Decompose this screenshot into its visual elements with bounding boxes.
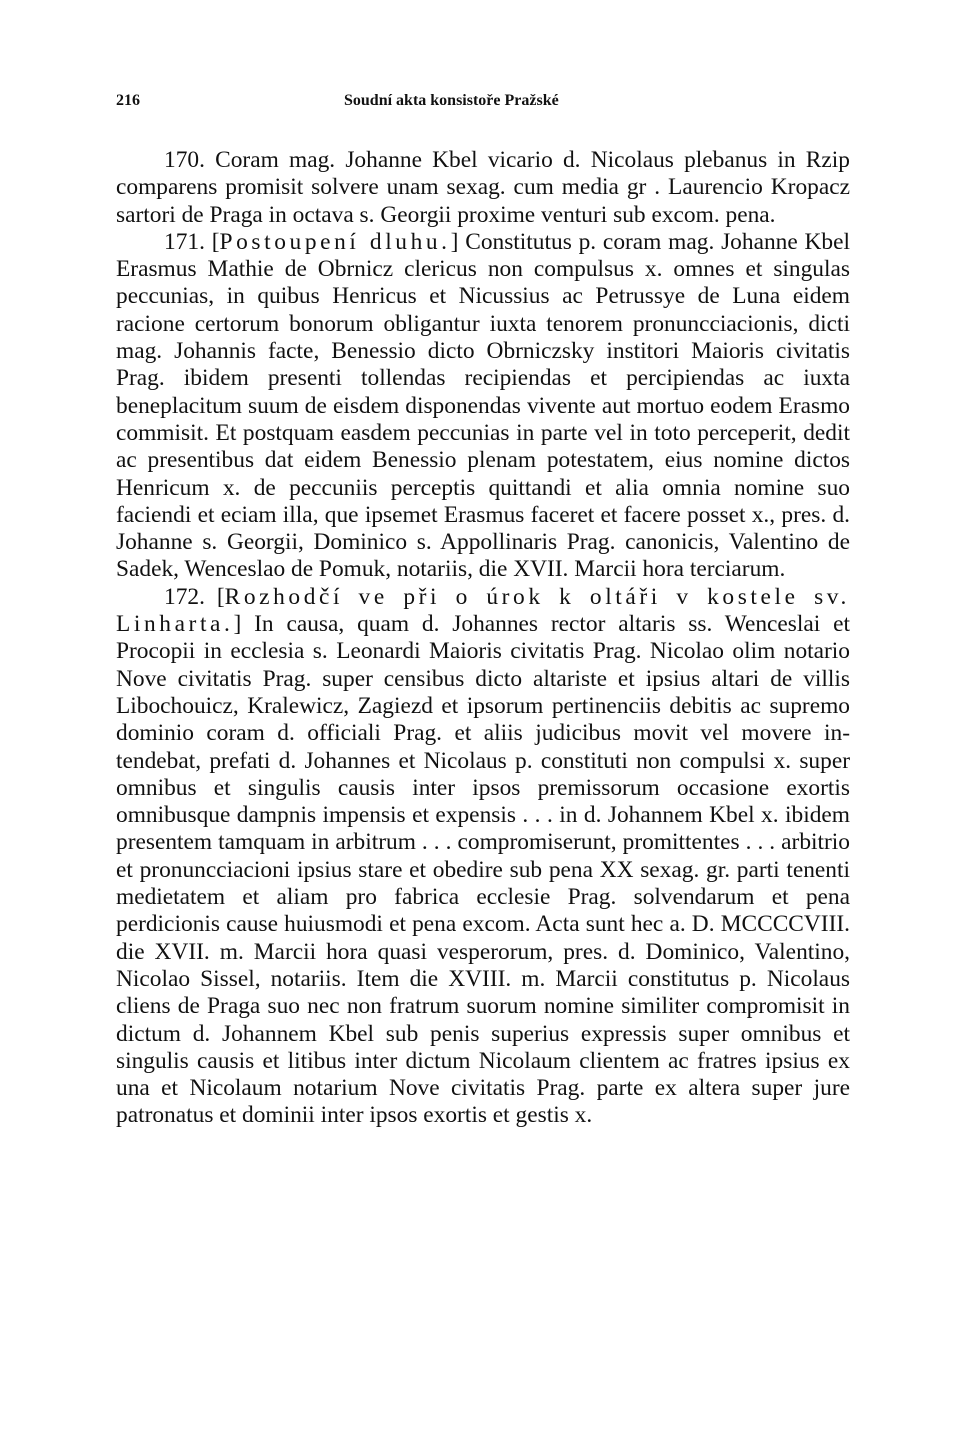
running-header [116,92,850,116]
entry-text: Coram mag. Johanne Kbel vicario d. Nicolaus plebanus in Rzip comparens promisit solvere unam sexag. cum media gr . Laurencio Kropacz sartori de Praga in octava s. Georgii proxime venturi sub excom. pena. [116,147,850,228]
entry-heading: Postoupení dluhu. [219,228,451,255]
entry-170 [116,147,850,229]
entry-heading-bracket: ] [233,611,242,638]
document-body [116,147,850,1130]
running-title: Soudní akta konsistoře Pražské [344,92,559,109]
entry-text: Constitutus p. coram mag. Johanne Kbel Erasmus Mathie de Obrnicz clericus non compulsus x. omnes et singulas peccunias, in quibus Henricus et Nicussius ac Petrussye de Luna eidem racione certorum bonorum obligantur iuxta tenorem pronuncciacionis, dicti mag. Johannis facte, Benessio dicto Obrniczsky institori Maioris civitatis Prag. ibidem presenti tollendas recipiendas et percipiendas ac iuxta beneplacitum suum de eisdem disponendas vivente aut mortuo eodem Erasmo commisit. Et postquam easdem peccunias in parte vel in toto perceperit, dedit ac presentibus dat eidem Benessio plenam potestatem, eius nomine dictos Henricum x. de peccuniis perceptis quittandi et alia omnia nomine suo faciendi et eciam illa, que ipsemet Erasmus faceret et facere posset x., pres. d. Johanne s. Georgii, Dominico s. Appollinaris Prag. canonicis, Valentino de Sadek, Wenceslao de Pomuk, notariis, die XVII. Marcii hora terciarum. [116,228,850,583]
entry-heading: Rozhodčí ve při o úrok k oltáři v kostele sv. Linharta. [116,583,851,638]
entry-171: 171. [Postoupení dluhu.] Constitutus p. coram mag. Johanne Kbel Erasmus Mathie de Obrnicz clericus non compulsus x. omnes et singulas peccunias, in quibus Henricus et Nicussius ac Petrussye de Luna eidem racione certorum bonorum obligantur iuxta tenorem pronuncciacionis, dicti mag. Johannis facte, Benessio dicto Obrniczsky institori Maioris civitatis Prag. ibidem presenti tollendas recipiendas et percipiendas ac iuxta beneplacitum suum de eisdem disponendas vivente aut mortuo eodem Erasmo commisit. Et postquam easdem peccunias in parte vel in toto perceperit, dedit ac presentibus dat eidem Benessio plenam potestatem, eius nomine dictos Henricum x. de peccuniis perceptis quittandi et alia omnia nomine suo faciendi et eciam illa, que ipsemet Erasmus faceret et facere posset x., pres. d. Johanne s. Georgii, Dominico s. Appollinaris Prag. canonicis, Valentino de Sadek, Wenceslao de Pomuk, notariis, die XVII. Marcii hora terciarum. [116,228,850,583]
entry-number: 172. [164,583,205,610]
entry-number: 171. [164,228,205,255]
entry-172: 172. [Rozhodčí ve při o úrok k oltáři v kostele sv. Linharta.] In causa, quam d. Johannes rector altaris ss. Wenceslai et Procopii in ecclesia s. Leonardi Maioris civitatis Prag. Nicolao olim notario Nove civitatis Prag. super censibus dicto altariste et ipsius altari de villis Libochouicz, Kralewicz, Zagiezd et ipsorum pertinenciis debitis ac supremo dominio coram d. officiali Prag. et aliis judicibus movit vel movere intendebat, prefati d. Johannes et Nicolaus p. constituti non compulsi x. super omnibus et singulis causis inter ipsos premissorum occasione exortis omnibusque dampnis impensis et expensis . . . in d. Johannem Kbel x. ibidem presentem tamquam in arbitrum . . . compromiserunt, promittentes . . . arbitrio et pronuncciacioni ipsius stare et obedire sub pena XX sexag. gr. parti tenenti medietatem et aliam pro fabrica ecclesie Prag. solvendarum et pena perdicionis cause huiusmodi et pena excom. Acta sunt hec a. D. MCCCCVIII. die XVII. m. Marcii hora quasi vesperorum, pres. d. Dominico, Valentino, Nicolao Sissel, notariis. Item die XVIII. m. Marcii constitutus p. Nicolaus cliens de Praga suo nec non fratrum suorum nomine similiter compromisit in dictum d. Johannem Kbel sub penis superius expressis super omnibus et singulis causis et litibus inter dictum Nicolaum clientem ac fratres ipsius ex una et Nicolaum notarium Nove civitatis Prag. parte ex altera super jure patronatus et dominii inter ipsos exortis et gestis x. [116,583,851,1129]
page-number: 216 [116,92,140,109]
entry-text: In causa, quam d. Johannes rector altaris ss. Wenceslai et Procopii in ecclesia s. Leonardi Maioris civitatis Prag. Nicolao olim notario Nove civitatis Prag. super censibus dicto altariste et ipsius altari de villis Libochouicz, Kralewicz, Zagiezd et ipsorum pertinenciis debitis ac supremo dominio coram d. officiali Prag. et aliis judicibus movit vel movere intendebat, prefati d. Johannes et Nicolaus p. constituti non compulsi x. super omnibus et singulis causis inter ipsos premissorum occasione exortis omnibusque dampnis impensis et expensis . . . in d. Johannem Kbel x. ibidem presentem tamquam in arbitrum . . . compromiserunt, promittentes . . . arbitrio et pronuncciacioni ipsius stare et obedire sub pena XX sexag. gr. parti tenenti medietatem et aliam pro fabrica ecclesie Prag. solvendarum et pena perdicionis cause huiusmodi et pena excom. Acta sunt hec a. D. MCCCCVIII. die XVII. m. Marcii hora quasi vesperorum, pres. d. Dominico, Valentino, Nicolao Sissel, notariis. Item die XVIII. m. Marcii constitutus p. Nicolaus cliens de Praga suo nec non fratrum suorum nomine similiter compromisit in dictum d. Johannem Kbel sub penis superius expressis super omnibus et singulis causis et litibus inter dictum Nicolaum clientem ac fratres ipsius ex una et Nicolaum notarium Nove civitatis Prag. parte ex altera super jure patronatus et dominii inter ipsos exortis et gestis x. [116,611,850,1129]
document-page [116,92,850,1130]
entry-heading-bracket: ] [450,228,459,255]
entry-number: 170. [164,147,205,173]
